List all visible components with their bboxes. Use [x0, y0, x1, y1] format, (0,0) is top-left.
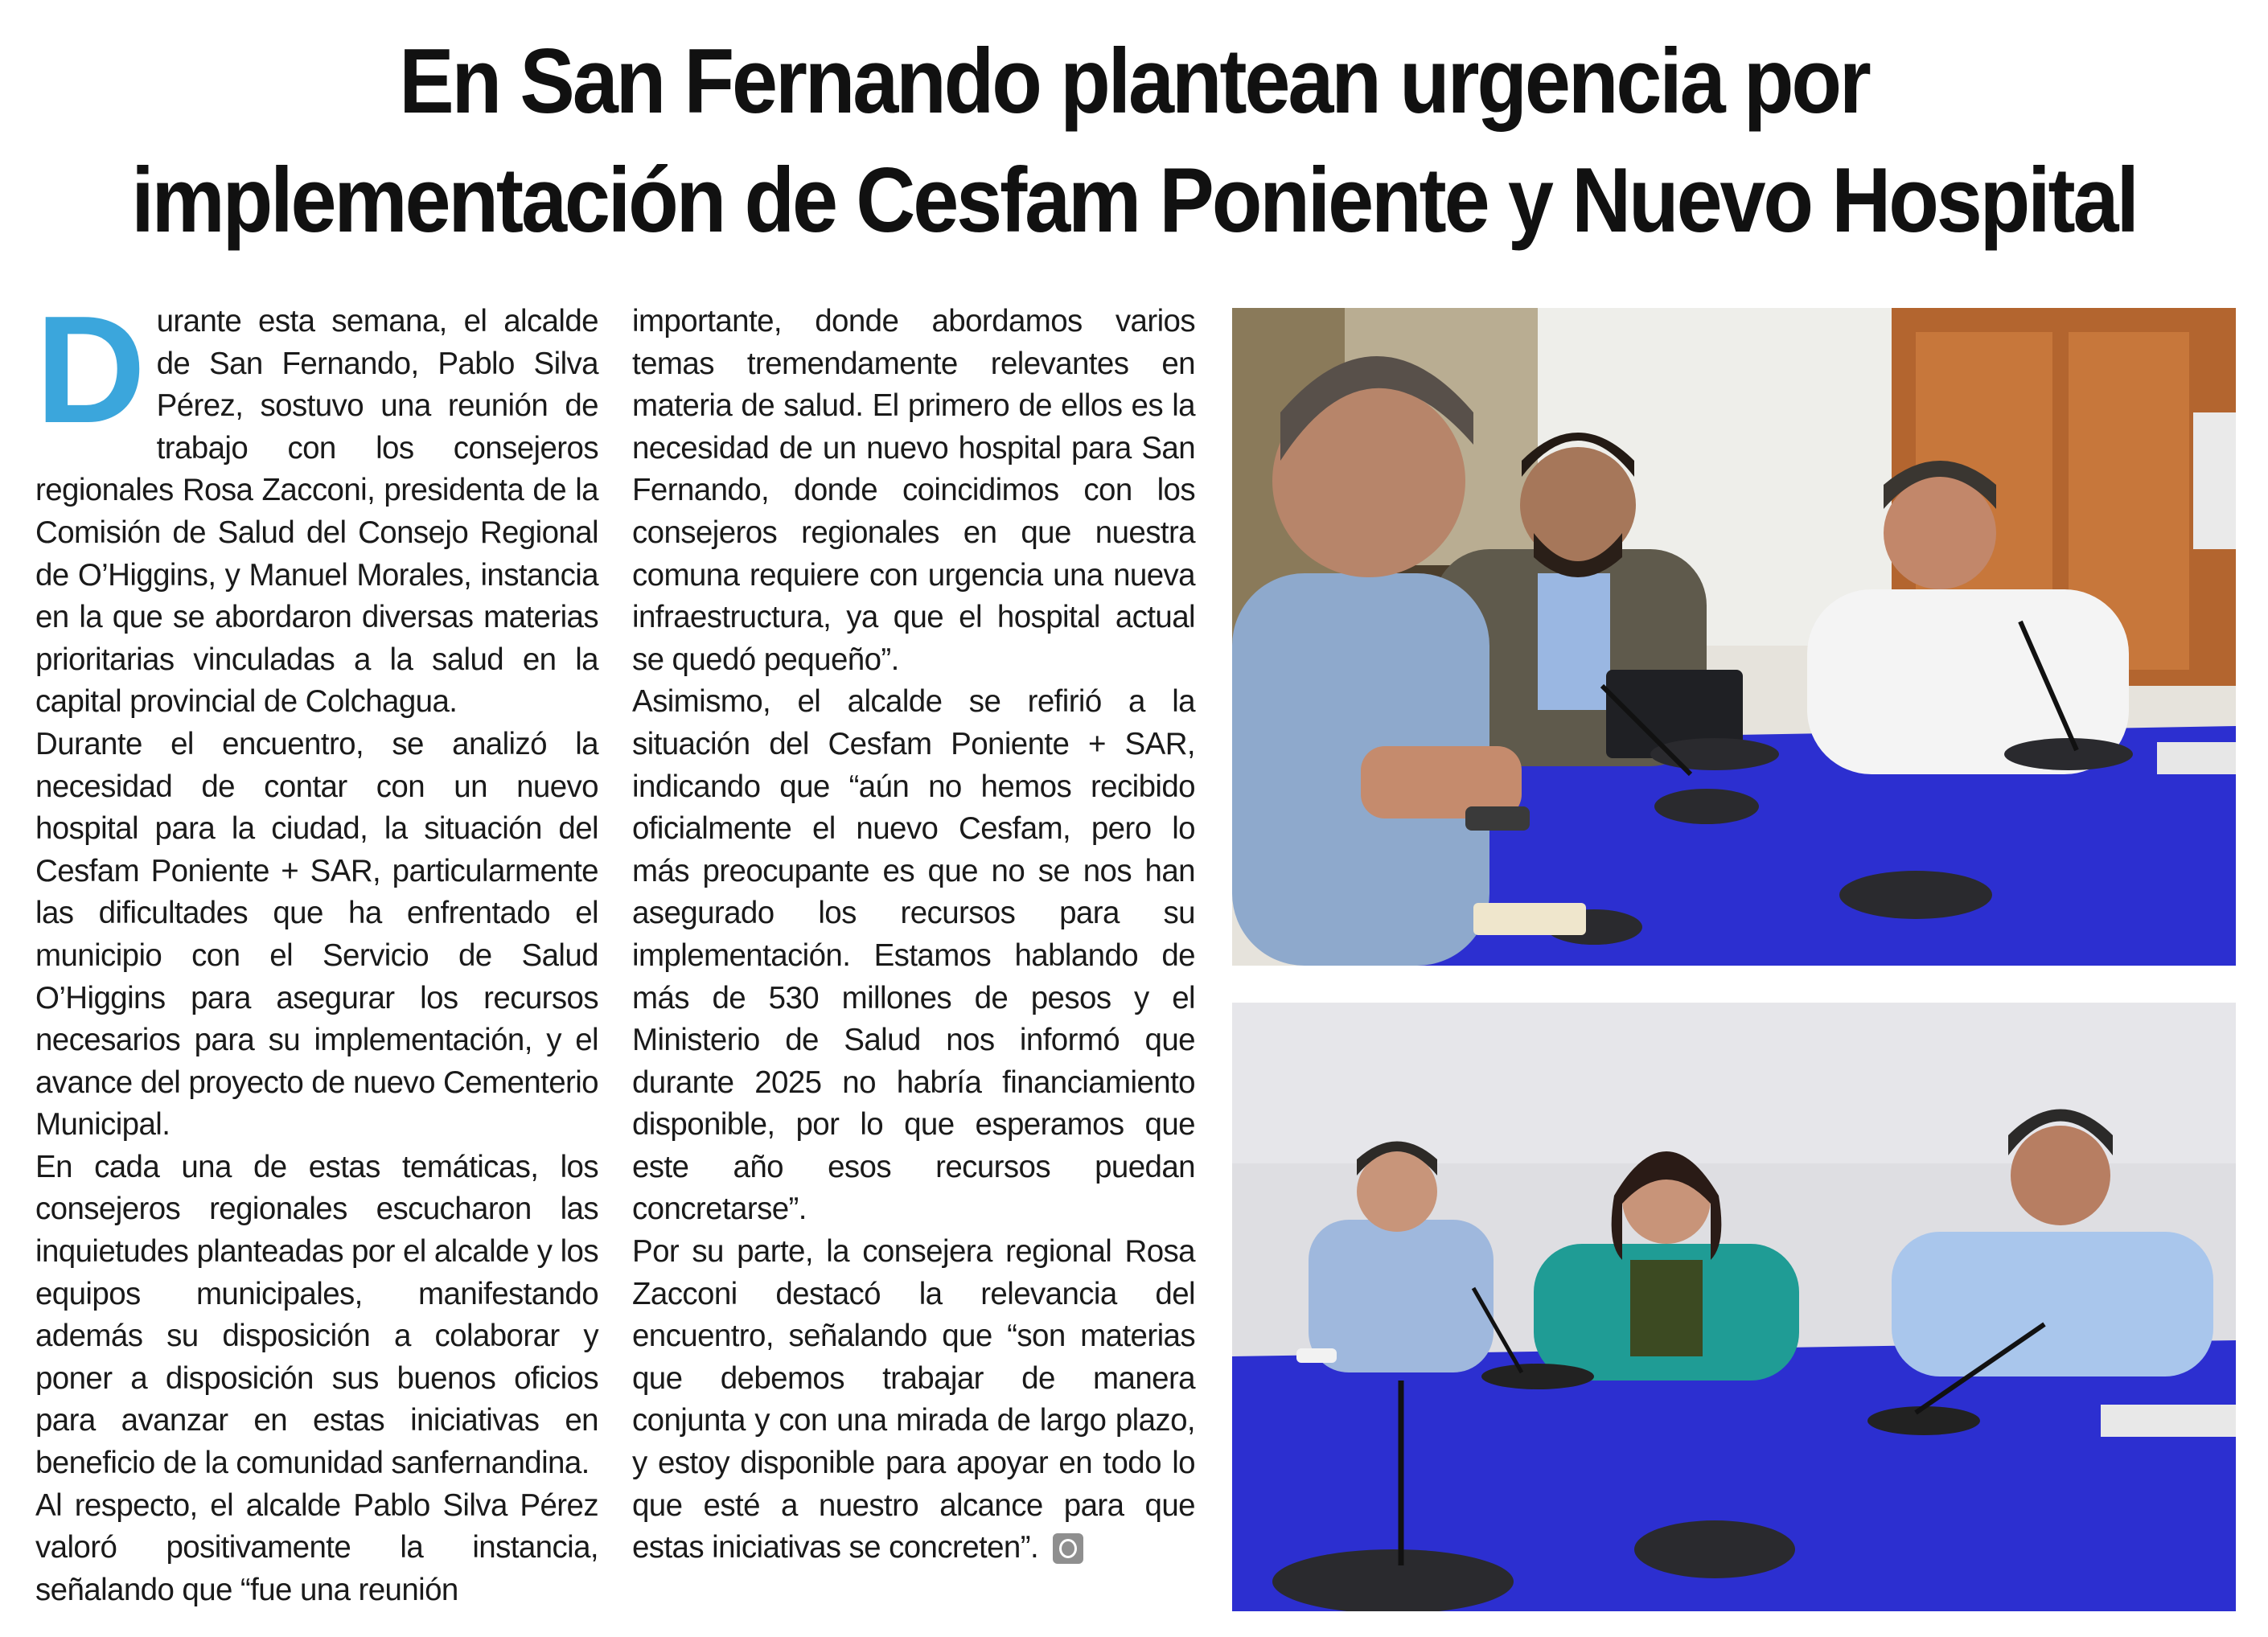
headline-line-1: En San Fernando plantean urgencia por: [399, 31, 1869, 133]
paragraph-2: Durante el encuentro, se analizó la necesidad de contar con un nuevo hospital para la ciudad, la situación del Cesfam Poniente + SAR, particularmente las dificultades que ha enfrentado el municipio con el Servicio de Salud O’Higgins para asegurar los recursos necesarios para su implementación, y el avance del proyecto de nuevo Cementerio Municipal.: [35, 726, 598, 1143]
headline: [113, 23, 2155, 261]
paragraph-4: Al respecto, el alcalde Pablo Silva Pérez valoró positivamente la instancia, señalando que “fue una reunión: [35, 1487, 598, 1607]
meeting-photo-top: [1232, 308, 2236, 966]
paragraph-5: importante, donde abordamos varios temas tremendamente relevantes en materia de salud. El primero de ellos es la necesidad de un nuevo hospital para San Fernando, donde coincidimos con los consejeros regionales en que nuestra comuna requiere con urgencia una nueva infraestructura, ya que el hospital actual se quedó pequeño”.: [632, 304, 1195, 677]
paragraph-7: [632, 1231, 1195, 1569]
headline-line-2: implementación de Cesfam Poniente y Nuevo Hospital: [131, 150, 2137, 252]
article-column-2: [632, 301, 1195, 1569]
end-of-article-icon: [1053, 1533, 1083, 1564]
paragraph-7-text: Por su parte, la consejera regional Rosa Zacconi destacó la relevancia del encuentro, señalando que “son materias que debemos trabajar de manera conjunta y con una mirada de largo plazo, y estoy disponible para apoyar en todo lo que esté a nuestro alcance para que estas iniciativas se concreten”.: [632, 1234, 1195, 1565]
drop-cap: D: [35, 285, 146, 455]
article-column-1: [35, 285, 598, 1611]
meeting-photo-bottom: [1232, 1003, 2236, 1611]
paragraph-1: [35, 285, 598, 724]
paragraph-3: En cada una de estas temáticas, los consejeros regionales escucharon las inquietudes planteadas por el alcalde y los equipos municipales, manifestando además su disposición a colaborar y poner a disposición sus buenos oficios para avanzar en estas iniciativas en beneficio de la comunidad sanfernandina.: [35, 1149, 598, 1481]
paragraph-6: Asimismo, el alcalde se refirió a la situación del Cesfam Poniente + SAR, indicando que “aún no hemos recibido oficialmente el nuevo Cesfam, pero lo más preocupante es que no se nos han asegurado los recursos para su implementación. Estamos hablando de más de 530 millones de pesos y el Ministerio de Salud nos informó que durante 2025 no habría financiamiento disponible, por lo que esperamos que este año esos recursos puedan concretarse”.: [632, 684, 1195, 1227]
paragraph-1-text: urante esta semana, el alcalde de San Fernando, Pablo Silva Pérez, sostuvo una reunión de trabajo con los consejeros regionales Rosa Zacconi, presidenta de la Comisión de Salud del Consejo Regional de O’Higgins, y Manuel Morales, instancia en la que se abordaron diversas materias prioritarias vinculadas a la salud en la capital provincial de Colchagua.: [35, 304, 598, 720]
